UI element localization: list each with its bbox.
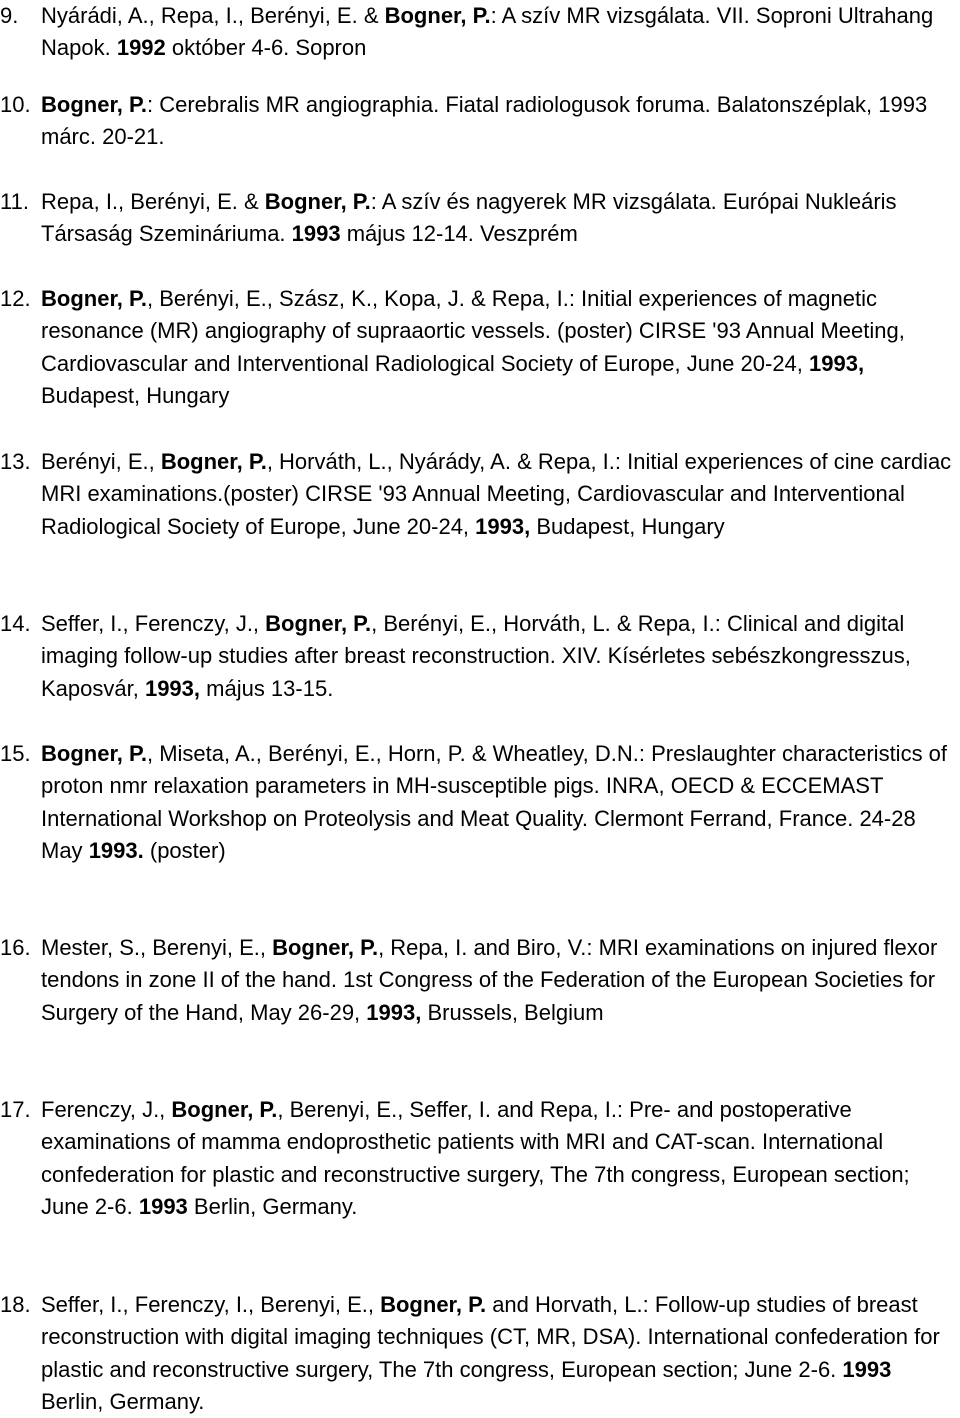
entry-number: 16. — [0, 935, 31, 960]
entry-text-segment: Budapest, Hungary — [41, 382, 230, 408]
bold-text: Bogner, P. — [380, 1292, 487, 1317]
bold-text: Bogner, P. — [265, 611, 372, 636]
entry-text-segment: , Horváth, L., Nyárády, A. & Repa, I.: Initial experiences of cine cardiac MRI examinations.(poster) CIRSE '93 Annual Meeting, Cardiovascular and Interventional Radiological Society of Europe, June 20-24, — [41, 449, 952, 539]
bold-text: Bogner, P. — [160, 449, 267, 474]
publication-entry — [0, 1289, 960, 1418]
entry-text-segment: Nyárádi, A., Repa, I., Berényi, E. & — [41, 3, 385, 28]
bold-text: 1992 — [116, 35, 166, 61]
entry-text — [41, 0, 957, 65]
entry-number: 9. — [0, 3, 19, 28]
publication-entry — [0, 186, 960, 251]
entry-text-segment: (poster) — [143, 837, 226, 863]
bold-text: 1993, — [144, 675, 201, 701]
entry-number: 11. — [0, 189, 29, 214]
bold-text: 1993, — [475, 513, 531, 539]
publication-entry — [0, 608, 960, 705]
bold-text: Bogner, P. — [41, 286, 147, 311]
entry-text-segment: Ferenczy, J., — [41, 1097, 172, 1122]
publication-entry — [0, 283, 960, 412]
entry-text-segment: and Horvath, L.: Follow-up studies of breast reconstruction with digital imaging techniques (CT, MR, DSA). International confederation for plastic and reconstructive surgery, The 7th congress, European section; June 2-6. — [41, 1292, 940, 1382]
entry-text-segment: , Berenyi, E., Seffer, I. and Repa, I.: Pre- and postoperative examinations of mamma endoprosthetic patients with MRI and CAT-scan. International confederation for plastic and reconstructive surgery, The 7th congress, European section; June 2-6. — [41, 1097, 910, 1219]
entry-text-segment: , Berényi, E., Horváth, L. & Repa, I.: Clinical and digital imaging follow-up studies after breast reconstruction. XIV. Kísérletes sebészkongresszus, Kaposvár, — [41, 611, 911, 701]
bold-text: 1993, — [809, 350, 865, 376]
bold-text: Bogner, P. — [171, 1097, 278, 1122]
bold-text: 1993, — [366, 999, 422, 1025]
entry-text-segment: Berlin, Germany. — [187, 1193, 358, 1219]
entry-text-segment: október 4-6. Sopron — [165, 35, 367, 61]
entry-text — [41, 283, 957, 412]
entry-text — [41, 608, 957, 705]
publication-entry — [0, 0, 960, 65]
entry-text-segment: Seffer, I., Ferenczy, I., Berenyi, E., — [41, 1292, 381, 1317]
entry-text-segment: : A szív és nagyerek MR vizsgálata. Európai Nukleáris Társaság Szemináriuma. — [41, 189, 897, 247]
entry-text-segment: Budapest, Hungary — [530, 513, 725, 539]
entry-text — [41, 446, 957, 543]
publication-entry — [0, 738, 960, 867]
bold-text: 1993. — [88, 837, 144, 863]
entry-text — [41, 1094, 957, 1223]
entry-text-segment: Berényi, E., — [41, 449, 161, 474]
entry-number: 15. — [0, 741, 31, 766]
bold-text: 1993 — [291, 221, 341, 247]
entry-number: 12. — [0, 286, 31, 311]
entry-text-segment: május 13-15. — [200, 675, 334, 701]
bold-text: Bogner, P. — [41, 92, 147, 117]
entry-text-segment: Brussels, Belgium — [421, 999, 604, 1025]
entry-text-segment: Repa, I., Berényi, E. & — [41, 189, 265, 214]
publication-entry — [0, 89, 960, 154]
entry-text — [41, 186, 957, 251]
publication-entry — [0, 1094, 960, 1223]
entry-text-segment: Mester, S., Berenyi, E., — [41, 935, 273, 960]
entry-text — [41, 738, 957, 867]
entry-text-segment: május 12-14. Veszprém — [340, 221, 578, 247]
bold-text: Bogner, P. — [272, 935, 379, 960]
entry-text — [41, 1289, 957, 1418]
entry-number: 17. — [0, 1097, 31, 1122]
entry-number: 13. — [0, 449, 31, 474]
entry-text — [41, 932, 957, 1029]
bold-text: Bogner, P. — [264, 189, 371, 214]
entry-number: 14. — [0, 611, 31, 636]
entry-text-segment: : Cerebralis MR angiographia. Fiatal radiologusok foruma. Balatonszéplak, 1993 márc. 20-21. — [41, 92, 928, 150]
entry-number: 10. — [0, 92, 31, 117]
bold-text: Bogner, P. — [384, 3, 491, 28]
entry-text-segment: , Miseta, A., Berényi, E., Horn, P. & Wheatley, D.N.: Preslaughter characteristics of proton nmr relaxation parameters in MH-susceptible pigs. INRA, OECD & ECCEMAST International Workshop on Proteolysis and Meat Quality. Clermont Ferrand, France. 24-28 May — [41, 741, 948, 863]
entry-text-segment: , Repa, I. and Biro, V.: MRI examinations on injured flexor tendons in zone II of the hand. 1st Congress of the Federation of the European Societies for Surgery of the Hand, May 26-29, — [41, 935, 938, 1025]
entry-text-segment: : A szív MR vizsgálata. VII. Soproni Ultrahang Napok. — [41, 3, 934, 61]
bold-text: 1993 — [138, 1193, 188, 1219]
entry-text-segment: , Berényi, E., Szász, K., Kopa, J. & Repa, I.: Initial experiences of magnetic resonance (MR) angiography of supraaortic vessels. (poster) CIRSE '93 Annual Meeting, Cardiovascular and Interventional Radiological Society of Europe, June 20-24, — [41, 286, 905, 376]
publication-entry — [0, 932, 960, 1029]
bold-text: 1993 — [842, 1356, 892, 1382]
bold-text: Bogner, P. — [41, 741, 147, 766]
entry-text — [41, 89, 957, 154]
publication-entry — [0, 446, 960, 543]
entry-number: 18. — [0, 1292, 31, 1317]
entry-text-segment: Berlin, Germany. — [41, 1388, 205, 1414]
entry-text-segment: Seffer, I., Ferenczy, J., — [41, 611, 266, 636]
